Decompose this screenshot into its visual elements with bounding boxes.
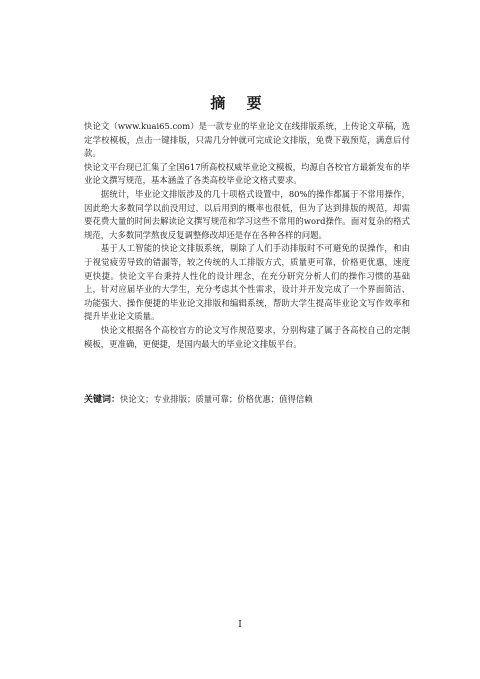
abstract-paragraph-3: 据统计，毕业论文排版涉及的几十项格式设置中，80%的操作都属于不常用操作，因此绝大多数同学以前没用过，以后用到的概率也很低，但为了达到排版的规范，却需要花费大量的时间去解读论文撰写规范和学习这些不常用的word操作。面对复杂的格式规范，大多数同学熬夜反复调整修改却还是存在各种各样的问题。 bbox=[84, 188, 410, 240]
abstract-paragraph-4: 基于人工智能的快论文排版系统，剔除了人们手动排版时不可避免的误操作，和由于视觉疲劳导致的错漏等，较之传统的人工排版方式，质量更可靠，价格更优惠，速度更快捷。快论文平台秉持人性化的设计理念，在充分研究分析人们的操作习惯的基础上，针对应届毕业的大学生，充分考虑其个性需求，设计并开发完成了一个界面简洁、功能强大、操作便捷的毕业论文排版和编辑系统，帮助大学生提高毕业论文写作效率和提升毕业论文质量。 bbox=[84, 243, 410, 322]
abstract-paragraph-2: 快论文平台现已汇集了全国617所高校权威毕业论文模板，均源自各校官方最新发布的毕业论文撰写规范，基本涵盖了各类高校毕业论文格式要求。 bbox=[84, 161, 410, 186]
abstract-body bbox=[84, 120, 410, 351]
abstract-paragraph-5: 快论文根据各个高校官方的论文写作规范要求，分别构建了属于各高校自己的定制模板，更准确，更便捷，是国内最大的毕业论文排版平台。 bbox=[84, 324, 410, 349]
keywords-label: 关键词： bbox=[84, 395, 121, 405]
abstract-paragraph-1: 快论文（www.kuai65.com）是一款专业的毕业论文在线排版系统，上传论文草稿，选定学校模板，点击一键排版，只需几分钟就可完成论文排版，免费下载预览，满意后付款。 bbox=[84, 121, 410, 159]
keywords-line bbox=[84, 393, 410, 408]
keywords-text: 快论文；专业排版；质量可靠；价格优惠；值得信赖 bbox=[120, 394, 313, 404]
abstract-title: 摘 要 bbox=[210, 94, 270, 112]
page-number: I bbox=[238, 620, 242, 630]
